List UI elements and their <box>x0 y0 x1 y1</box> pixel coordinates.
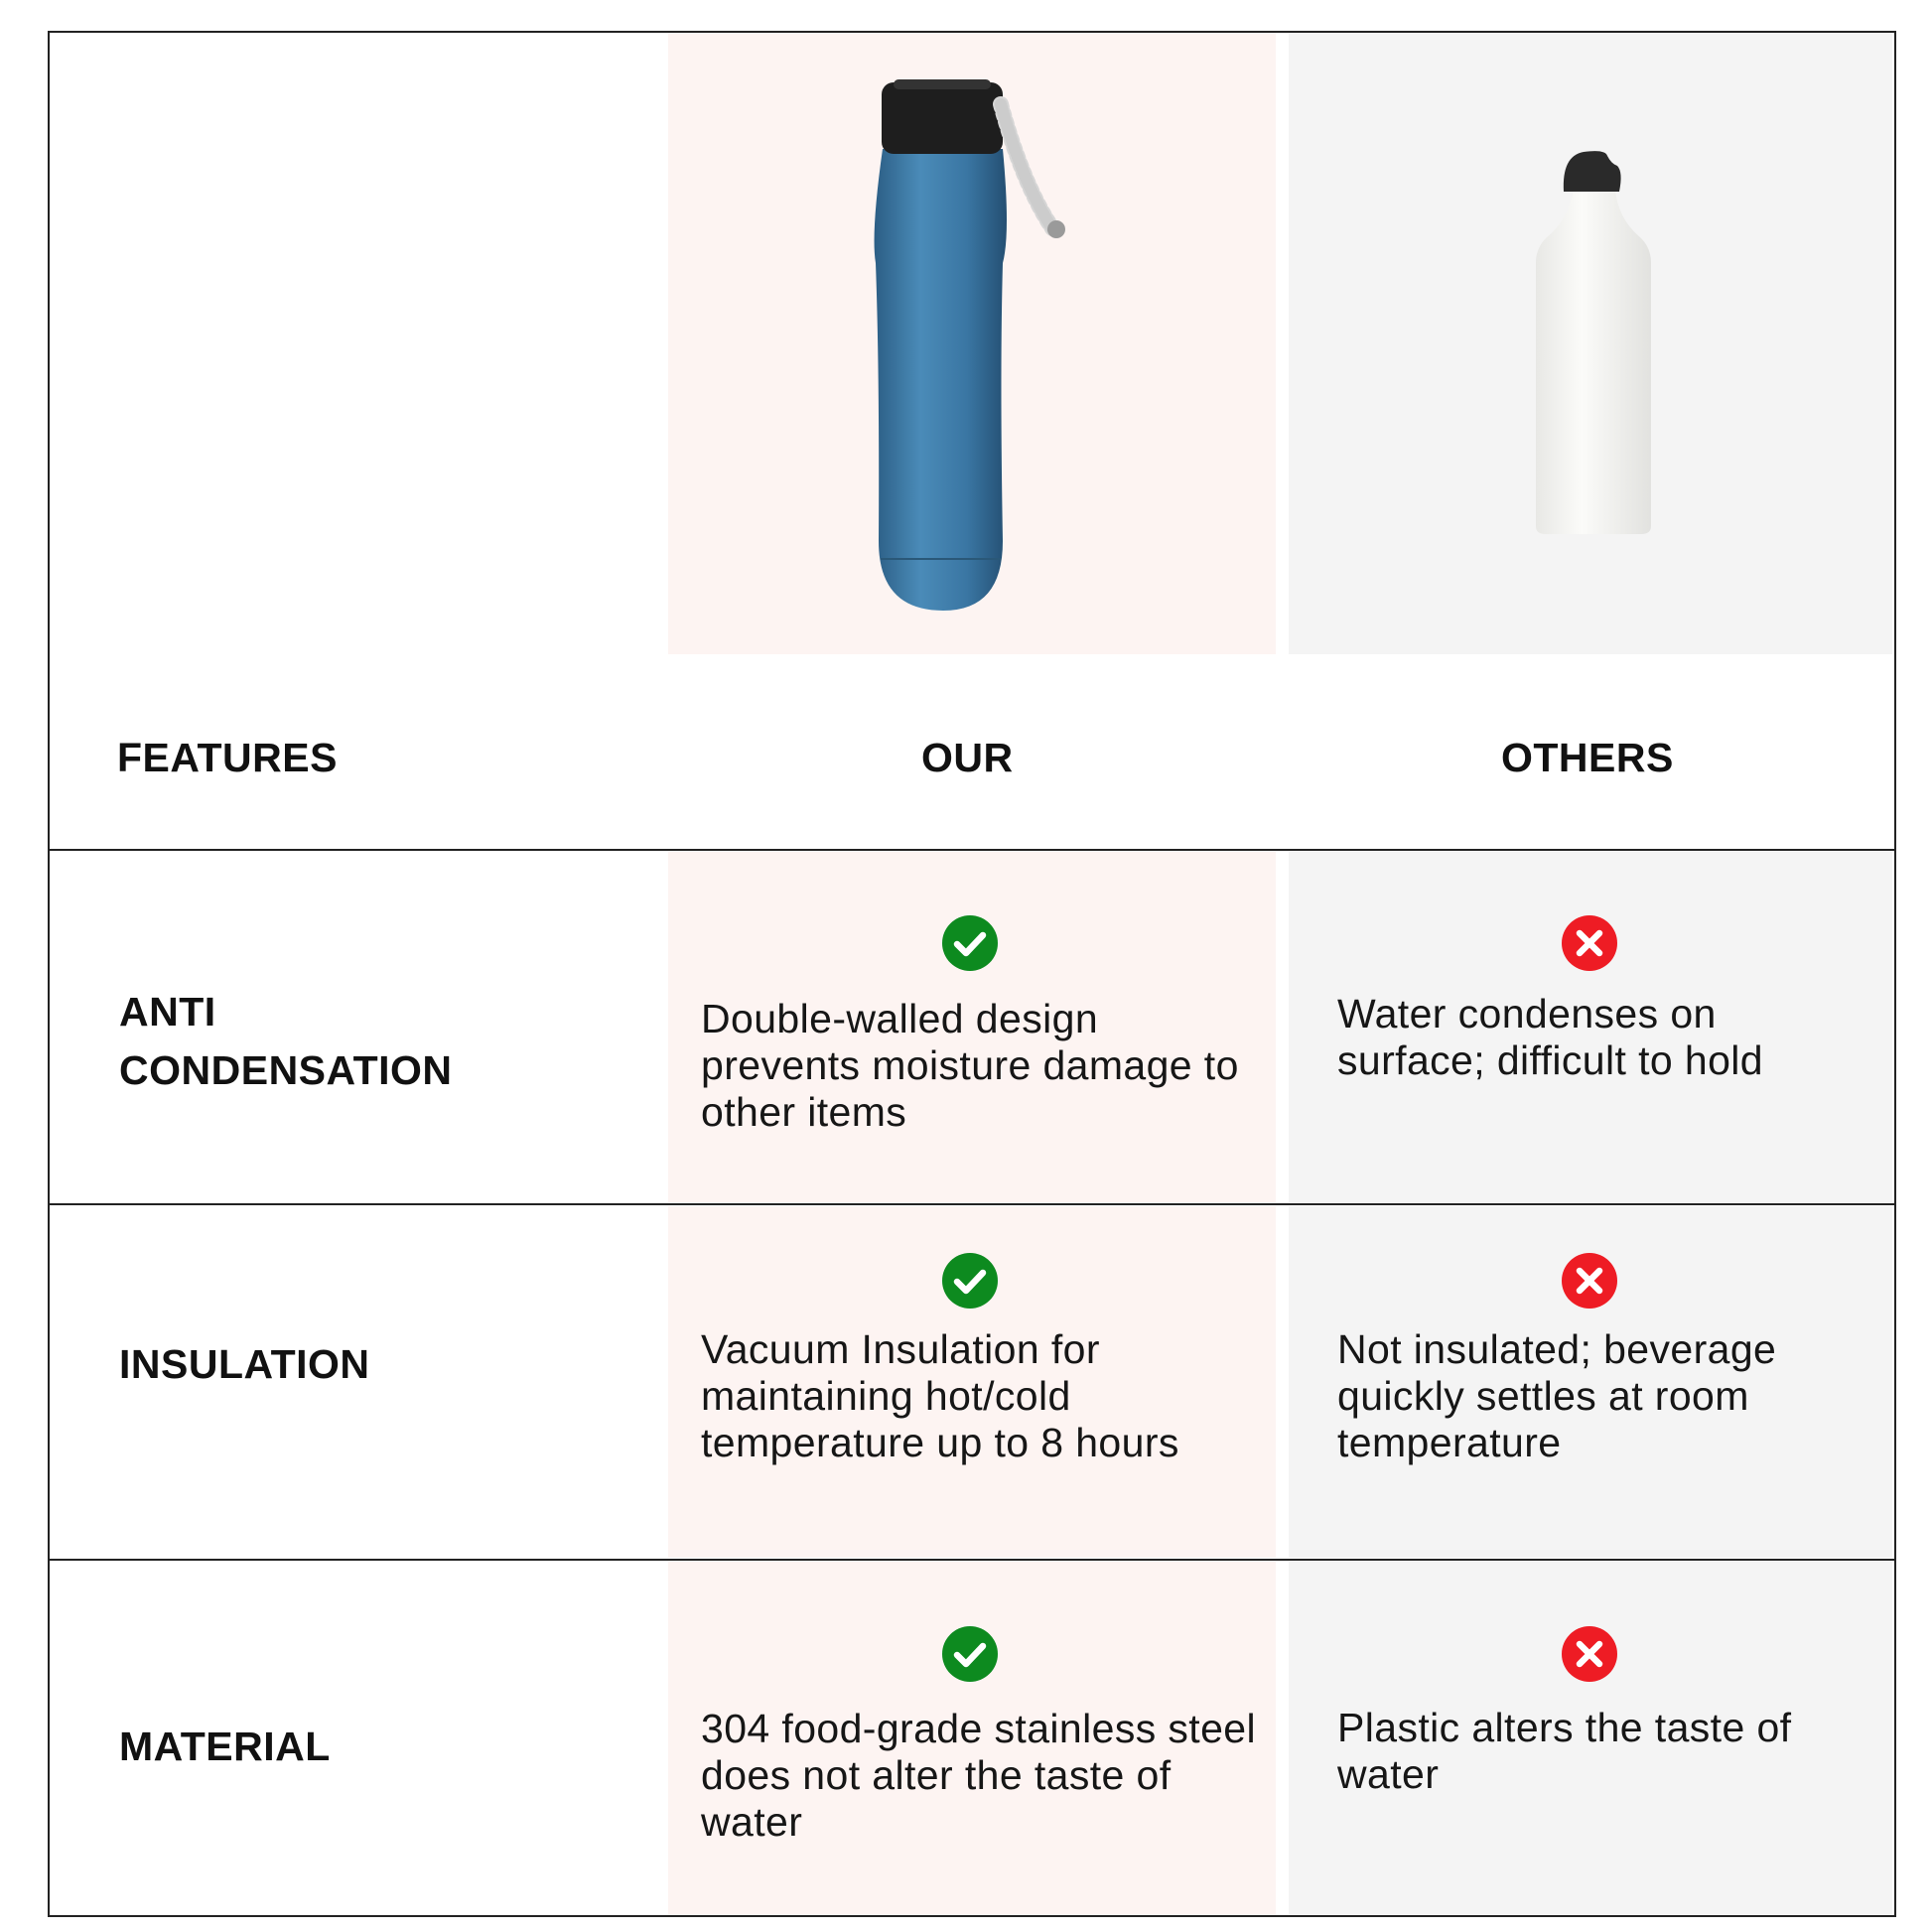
our-column-header: OUR <box>921 735 1014 780</box>
feature-label-material <box>119 1718 586 1776</box>
row-divider <box>48 1559 1896 1561</box>
our-bottle-image <box>854 74 1082 621</box>
features-column-header: FEATURES <box>117 735 338 780</box>
row-divider <box>48 1203 1896 1205</box>
x-circle-icon <box>1562 1253 1617 1309</box>
feature-label-line: ANTI <box>119 989 216 1035</box>
check-circle-icon <box>942 915 998 971</box>
others-column-header: OTHERS <box>1501 735 1674 780</box>
feature-label-line: CONDENSATION <box>119 1047 453 1093</box>
our-description-anti-condensation: Double-walled design prevents moisture damage to other items <box>701 996 1239 1135</box>
x-circle-icon <box>1562 1626 1617 1682</box>
check-circle-icon <box>942 1253 998 1309</box>
others-description-anti-condensation: Water condenses on surface; difficult to hold <box>1337 991 1763 1083</box>
others-description-material: Plastic alters the taste of water <box>1337 1705 1792 1797</box>
feature-label-insulation <box>119 1335 586 1394</box>
row-divider <box>48 849 1896 851</box>
others-bottle-image <box>1524 144 1663 541</box>
feature-label-line: INSULATION <box>119 1341 370 1387</box>
x-circle-icon <box>1562 915 1617 971</box>
others-description-insulation: Not insulated; beverage quickly settles at room temperature <box>1337 1326 1777 1465</box>
check-circle-icon <box>942 1626 998 1682</box>
feature-label-line: MATERIAL <box>119 1724 331 1769</box>
our-description-insulation: Vacuum Insulation for maintaining hot/cold temperature up to 8 hours <box>701 1326 1179 1465</box>
feature-label-anti-condensation <box>119 983 586 1100</box>
our-description-material: 304 food-grade stainless steel does not alter the taste of water <box>701 1706 1257 1845</box>
